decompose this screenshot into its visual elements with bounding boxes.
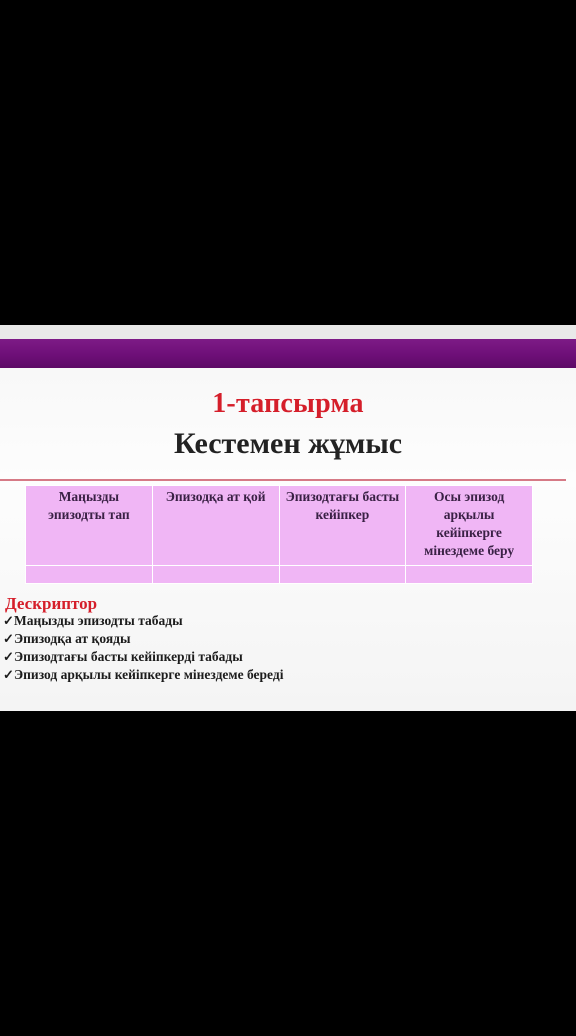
table-row bbox=[26, 566, 533, 584]
slide bbox=[0, 325, 576, 711]
table-header-cell: Эпизодтағы басты кейіпкер bbox=[279, 486, 406, 566]
list-item bbox=[3, 648, 283, 666]
table-header-cell: Эпизодқа ат қой bbox=[152, 486, 279, 566]
check-mark-icon: ✓ bbox=[3, 667, 14, 682]
descriptor-item-text: Маңызды эпизодты табады bbox=[14, 613, 183, 628]
descriptor-item-text: Эпизод арқылы кейіпкерге мінездеме береді bbox=[14, 667, 284, 682]
check-mark-icon: ✓ bbox=[3, 631, 14, 646]
check-mark-icon: ✓ bbox=[3, 613, 14, 628]
slide-subtitle: Кестемен жұмыс bbox=[173, 427, 403, 460]
table-cell bbox=[279, 566, 406, 584]
table-header-cell: Маңызды эпизодты тап bbox=[26, 486, 153, 566]
table-cell bbox=[406, 566, 533, 584]
task-table bbox=[25, 485, 533, 584]
list-item bbox=[3, 630, 283, 648]
table-cell bbox=[26, 566, 153, 584]
divider-line bbox=[0, 479, 566, 481]
check-mark-icon: ✓ bbox=[3, 649, 14, 664]
list-item bbox=[3, 612, 283, 630]
list-item bbox=[3, 666, 283, 684]
table-header-row bbox=[26, 486, 533, 566]
descriptor-list bbox=[3, 612, 283, 684]
table-cell bbox=[152, 566, 279, 584]
descriptor-heading: Дескриптор bbox=[5, 594, 98, 613]
descriptor-item-text: Эпизодқа ат қояды bbox=[14, 631, 131, 646]
descriptor-item-text: Эпизодтағы басты кейіпкерді табады bbox=[14, 649, 243, 664]
table-header-cell: Осы эпизод арқылы кейіпкерге мінездеме беру bbox=[406, 486, 533, 566]
header-band bbox=[0, 339, 576, 368]
slide-title: 1-тапсырма bbox=[212, 388, 364, 419]
slide-top-strip bbox=[0, 325, 576, 339]
